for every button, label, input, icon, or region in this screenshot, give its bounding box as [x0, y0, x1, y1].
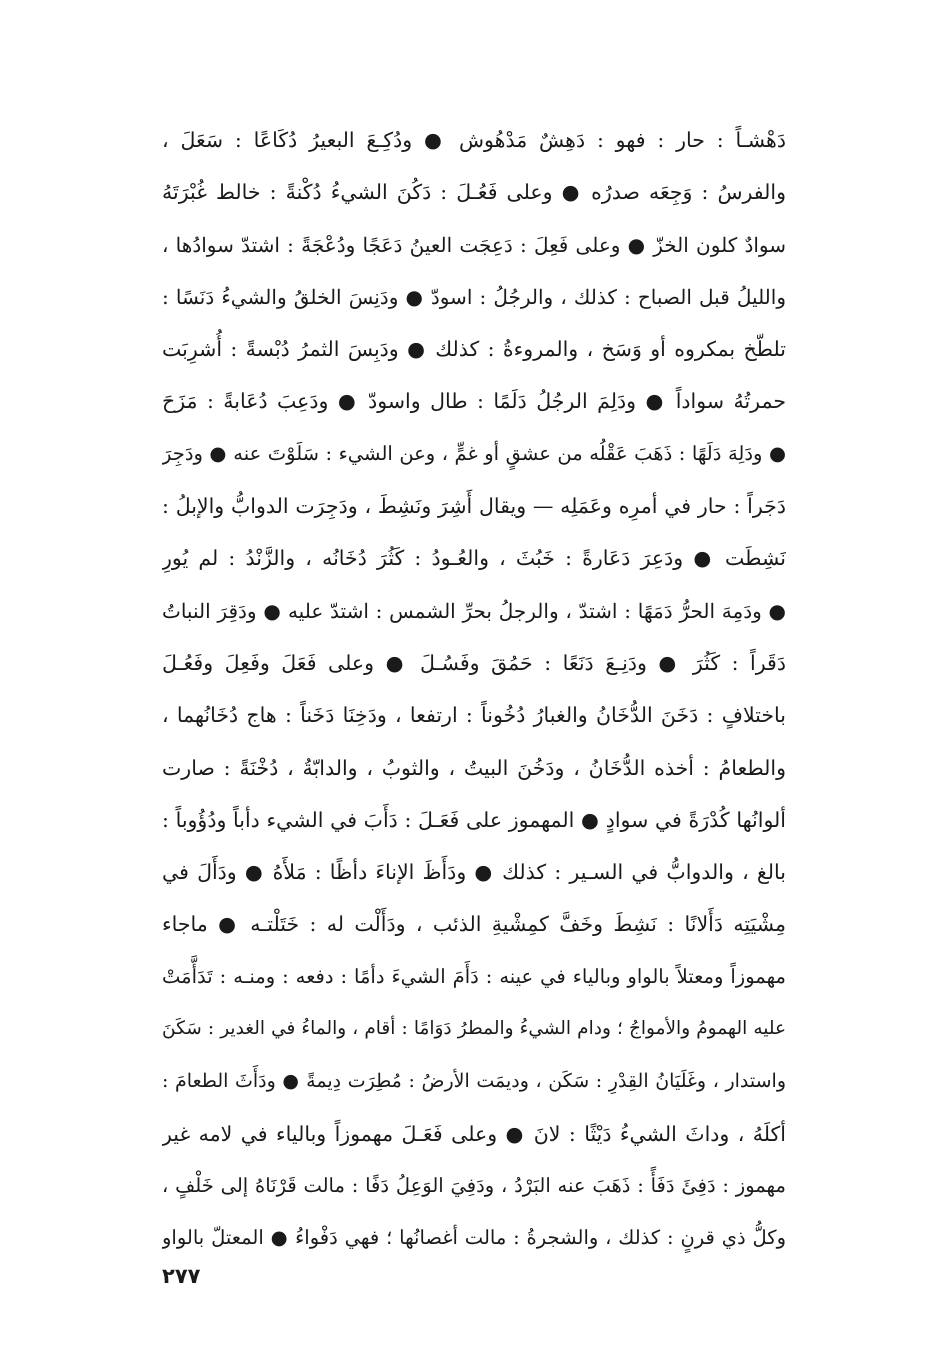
text-line: مهموزاً ومعتلاً بالواو وبالياء في عينه : دَأَمَ الشيءَ دأمًا : دفعه : ومنـه : تَدَأَّمَتْ — [162, 964, 786, 988]
text-line: ● ودَلِهَ دَلَهًا : ذَهَبَ عَقْلُه من عشقٍ أو غمٍّ ، وعن الشيء : سَلَوْتَ عنه ● ودَجِرَ — [162, 441, 786, 465]
text-line: بالغ ، والدوابُّ في السـير : كذلك ● ودَأَظَ الإناءَ دأظًا : مَلأَهُ ● ودَأَلَ في — [162, 860, 786, 885]
text-line: والفرسُ : وَجِعَه صدرُه ● وعلى فَعُـلَ : دَكُنَ الشيءُ دُكْنةً : خالط غُبْرَتَهُ — [162, 180, 786, 205]
text-line: مهموز : دَفِئَ دَفَأً : ذَهَبَ عنه البَرْدُ ، ودَفِيَ الوَعِلُ دَفًا : مالت قَرْنَاهُ إلى خَلْفٍ ، — [162, 1173, 786, 1197]
text-line: دَقَراً : كَثُرَ ● ودَنِـعَ دَنَعًا : حَمُقَ وفَسُـلَ ● وعلى فَعَلَ وفَعِلَ وفَعُـلَ — [162, 650, 786, 675]
text-line: واستدار ، وغَلَيَانُ القِدْرِ : سَكَن ، وديمَت الأرضُ : مُطِرَت دِيمةً ● ودَأَثَ الطعامَ : — [162, 1070, 786, 1093]
text-line: ألوانُها كُدْرَةً في سوادٍ ● المهموز على فَعَـلَ : دَأَبَ في الشيء دأباً ودُؤُوباً : — [162, 807, 786, 832]
text-line: أكلَهُ ، وداثَ الشيءُ دَيْثًا : لانَ ● وعلى فَعَـلَ مهموزاً وبالياء في لامه غير — [162, 1121, 786, 1146]
page-number: ٢٧٧ — [162, 1264, 201, 1288]
text-line: باختلافٍ : دَخَنَ الدُّخَانُ والغبارُ دُخُوناً : ارتفعا ، ودَخِنَا دَخَناً : هاج دُخَانُهما ، — [162, 703, 786, 728]
text-line: والليلُ قبل الصباح : كذلك ، والرجُلُ : اسودّ ● ودَنِسَ الخلقُ والشيءُ دَنَسًا : — [162, 284, 786, 309]
text-line: دَهْشـاً : حار : فهو : دَهِشٌ مَدْهُوش ● ودُكِـعَ البعيرُ دُكَاعًا : سَعَلَ ، — [162, 128, 786, 152]
text-line: ● ودَمِهَ الحرُّ دَمَهًا : اشتدّ ، والرجلُ بحرِّ الشمس : اشتدّ عليه ● ودَقِرَ النباتُ — [162, 598, 786, 623]
text-line: نَشِطَت ● ودَعِرَ دَعَارةً : خَبُثَ ، والعُـودُ : كَثُرَ دُخَانُه ، والزَّنْدُ : لم يُورِ — [162, 546, 786, 571]
text-line: تلطّخ بمكروه أو وَسَخ ، والمروءةُ : كذلك ● ودَبِسَ الثمرُ دُبْسةً : أُشرِبَت — [162, 337, 786, 362]
text-line: دَجَراً : حار في أمرِه وعَمَلِه — ويقال أَشِرَ ونَشِطَ ، ودَجِرَت الدوابُّ والإبلُ : — [162, 494, 786, 519]
text-line: عليه الهمومُ والأمواجُ ؛ ودام الشيءُ والمطرُ دَوَامًا : أقام ، والماءُ في الغدير : سَكَنَ — [162, 1018, 786, 1040]
text-line: والطعامُ : أخذه الدُّخَانُ ، ودَخُنَ البيتُ ، والثوبُ ، والدابّةُ ، دُخْنَةً : صارت — [162, 755, 786, 780]
text-line: وكلُّ ذي قرنٍ : كذلك ، والشجرةُ : مالت أغصانُها ؛ فهي دَفْواءُ ● المعتلّ بالواو — [162, 1226, 786, 1250]
text-line: مِشْيَتِه دَأَلانًا : نَشِطَ وخَفَّ كمِشْيةِ الذئب ، ودَأَلْت له : خَتَلْتـه ● ماجاء — [162, 912, 786, 937]
text-line: حمرتُهُ سواداً ● ودَلِمَ الرجُلُ دَلَمًا : طال واسودّ ● ودَعِبَ دُعَابةً : مَزَحَ — [162, 389, 786, 414]
text-line: سوادٌ كلون الخزّ ● وعلى فَعِلَ : دَعِجَت العينُ دَعَجًا ودُعْجَةً : اشتدّ سوادُها ، — [162, 232, 786, 257]
page-body-text — [162, 114, 786, 1265]
